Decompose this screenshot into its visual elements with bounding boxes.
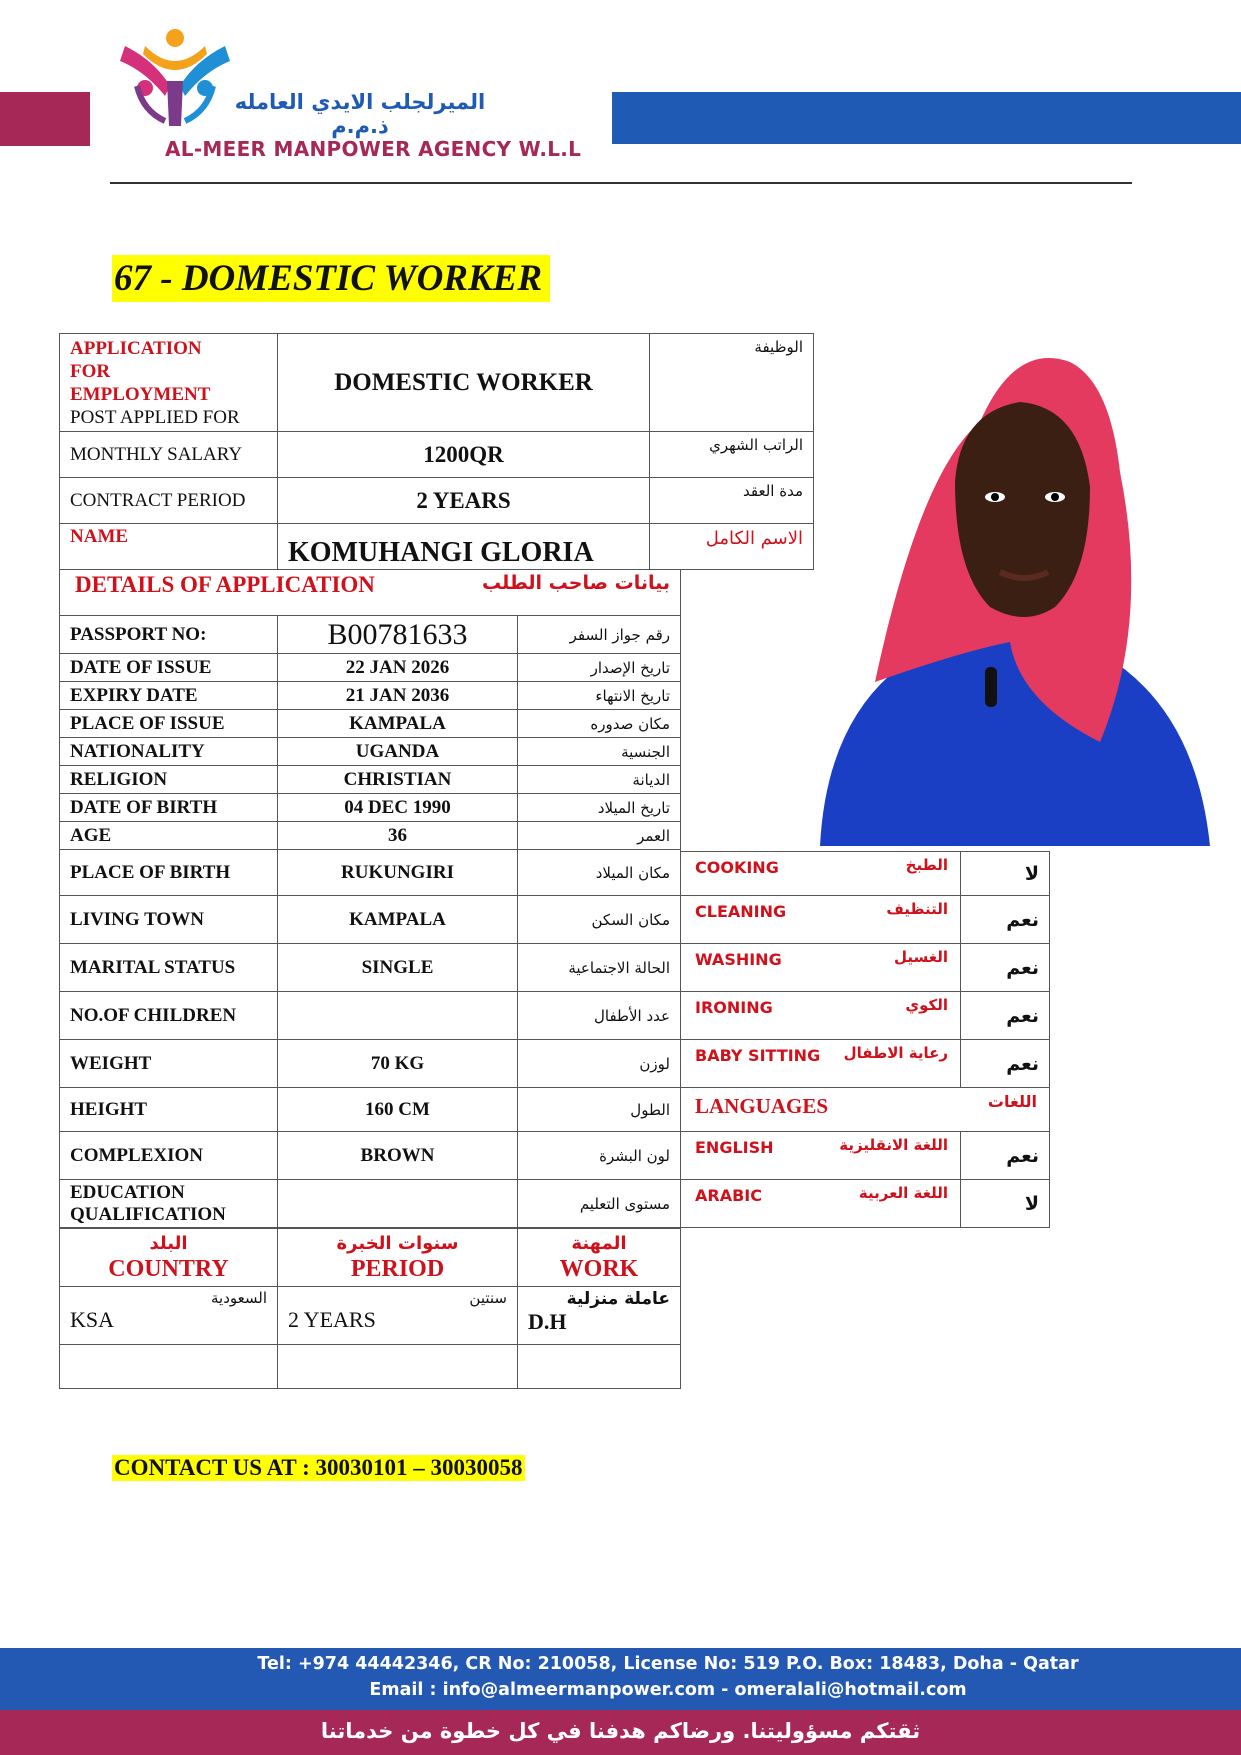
header-divider <box>110 182 1132 184</box>
detail-label: HEIGHT <box>60 1088 278 1132</box>
detail-value: 22 JAN 2026 <box>278 654 518 682</box>
footer-blue-band <box>0 1648 1241 1710</box>
skill-name: ARABIC <box>695 1186 762 1205</box>
experience-header-en: COUNTRY <box>108 1255 229 1282</box>
detail-label: RELIGION <box>60 766 278 794</box>
skill-answer: نعم <box>961 1040 1050 1088</box>
experience-country-ar: السعودية <box>210 1289 267 1307</box>
details-header <box>60 570 681 616</box>
header-right-bar <box>612 92 1241 144</box>
job-info-table <box>59 333 814 570</box>
detail-value: 04 DEC 1990 <box>278 794 518 822</box>
detail-label: PLACE OF BIRTH <box>60 850 278 896</box>
salary-label: MONTHLY SALARY <box>60 432 278 478</box>
detail-value: 21 JAN 2036 <box>278 682 518 710</box>
company-name-en: AL-MEER MANPOWER AGENCY W.L.L <box>165 137 582 161</box>
contract-label: CONTRACT PERIOD <box>60 478 278 524</box>
languages-title: LANGUAGES <box>695 1094 829 1118</box>
worker-photo <box>780 322 1241 846</box>
footer-contact-line: Tel: +974 44442346, CR No: 210058, License No: 519 P.O. Box: 18483, Doha - Qatar <box>257 1654 1079 1674</box>
detail-label-ar: لون البشرة <box>518 1132 681 1180</box>
details-title-en: DETAILS OF APPLICATION <box>75 572 375 597</box>
contact-line: CONTACT US AT : 30030101 – 30030058 <box>114 1455 523 1480</box>
experience-country: KSA <box>70 1307 115 1332</box>
experience-work: D.H <box>528 1309 567 1334</box>
experience-header-row <box>60 1229 681 1287</box>
skill-row <box>681 896 1050 944</box>
detail-label-ar: عدد الأطفال <box>518 992 681 1040</box>
skill-answer: لا <box>961 1180 1050 1228</box>
header-left-bar <box>0 92 90 146</box>
detail-label-ar: العمر <box>518 822 681 850</box>
salary-label-ar: الراتب الشهري <box>650 432 814 478</box>
skill-name-ar: الغسيل <box>893 948 948 966</box>
application-for-employment-label: APPLICATION FOR EMPLOYMENT <box>70 337 211 405</box>
skill-answer: نعم <box>961 944 1050 992</box>
detail-value: SINGLE <box>278 944 518 992</box>
skill-row <box>681 944 1050 992</box>
detail-row <box>60 794 681 822</box>
skill-name: BABY SITTING <box>695 1046 821 1065</box>
detail-row <box>60 682 681 710</box>
experience-empty-row <box>60 1345 681 1389</box>
skill-name: IRONING <box>695 998 773 1017</box>
languages-title-ar: اللغات <box>987 1092 1037 1111</box>
detail-row <box>60 738 681 766</box>
experience-table <box>59 1228 681 1389</box>
detail-value: 36 <box>278 822 518 850</box>
salary-value: 1200QR <box>278 432 650 478</box>
details-title-ar: بيانات صاحب الطلب <box>482 572 670 594</box>
experience-header-ar: سنوات الخبرة <box>336 1232 459 1254</box>
detail-label-ar: تاريخ الميلاد <box>518 794 681 822</box>
skill-answer: نعم <box>961 896 1050 944</box>
detail-row <box>60 766 681 794</box>
name-label-ar: الاسم الكامل <box>650 524 814 570</box>
detail-label: AGE <box>60 822 278 850</box>
detail-label: COMPLEXION <box>60 1132 278 1180</box>
detail-row <box>60 1088 681 1132</box>
experience-header-en: PERIOD <box>350 1255 445 1282</box>
detail-row <box>60 616 681 654</box>
detail-row <box>60 896 681 944</box>
detail-row <box>60 1180 681 1228</box>
detail-label: WEIGHT <box>60 1040 278 1088</box>
detail-label-ar: تاريخ الانتهاء <box>518 682 681 710</box>
skill-name: ENGLISH <box>695 1138 774 1157</box>
skill-name-ar: اللغة الانقليزية <box>839 1136 948 1154</box>
skill-name: COOKING <box>695 858 779 877</box>
detail-value <box>278 1180 518 1228</box>
skill-name-ar: اللغة العربية <box>858 1184 948 1202</box>
experience-header-en: WORK <box>559 1255 639 1282</box>
detail-value: BROWN <box>278 1132 518 1180</box>
detail-value: B00781633 <box>278 616 518 654</box>
detail-value: CHRISTIAN <box>278 766 518 794</box>
detail-label-ar: تاريخ الإصدار <box>518 654 681 682</box>
languages-header-row <box>681 1088 1050 1132</box>
detail-label-ar: رقم جواز السفر <box>518 616 681 654</box>
skill-name: WASHING <box>695 950 782 969</box>
detail-label-ar: مكان صدوره <box>518 710 681 738</box>
detail-label-ar: الحالة الاجتماعية <box>518 944 681 992</box>
detail-label: PLACE OF ISSUE <box>60 710 278 738</box>
detail-label-ar: لوزن <box>518 1040 681 1088</box>
detail-label: DATE OF ISSUE <box>60 654 278 682</box>
page-title: 67 - DOMESTIC WORKER <box>112 255 550 302</box>
detail-label-ar: مستوى التعليم <box>518 1180 681 1228</box>
details-table <box>59 569 681 1228</box>
experience-header-cell <box>60 1229 278 1287</box>
skill-answer: نعم <box>961 1132 1050 1180</box>
skill-name-ar: التنظيف <box>886 900 948 918</box>
detail-label: EXPIRY DATE <box>60 682 278 710</box>
experience-period: 2 YEARS <box>288 1307 376 1332</box>
post-applied-label: POST APPLIED FOR <box>70 406 240 428</box>
detail-label-ar: الديانة <box>518 766 681 794</box>
detail-value <box>278 992 518 1040</box>
detail-label: LIVING TOWN <box>60 896 278 944</box>
skill-row <box>681 1180 1050 1228</box>
detail-row <box>60 850 681 896</box>
skill-answer: لا <box>961 852 1050 896</box>
detail-label-ar: الطول <box>518 1088 681 1132</box>
skill-name: CLEANING <box>695 902 787 921</box>
post-label-cell <box>60 334 278 432</box>
detail-label-ar: مكان الميلاد <box>518 850 681 896</box>
detail-label-ar: الجنسية <box>518 738 681 766</box>
detail-value: KAMPALA <box>278 896 518 944</box>
detail-label: DATE OF BIRTH <box>60 794 278 822</box>
skill-name-ar: الطبخ <box>905 856 948 874</box>
detail-value: 160 CM <box>278 1088 518 1132</box>
experience-header-cell <box>518 1229 681 1287</box>
skill-row <box>681 1040 1050 1088</box>
detail-row <box>60 1040 681 1088</box>
contract-label-ar: مدة العقد <box>650 478 814 524</box>
skills-table <box>680 851 1050 1228</box>
detail-value: RUKUNGIRI <box>278 850 518 896</box>
skill-row <box>681 992 1050 1040</box>
detail-row <box>60 822 681 850</box>
post-label-ar: الوظيفة <box>650 334 814 432</box>
details-section <box>59 569 681 1389</box>
experience-header-cell <box>278 1229 518 1287</box>
experience-header-ar: المهنة <box>571 1232 627 1254</box>
detail-row <box>60 944 681 992</box>
detail-label: PASSPORT NO: <box>60 616 278 654</box>
detail-value: 70 KG <box>278 1040 518 1088</box>
detail-label-ar: مكان السكن <box>518 896 681 944</box>
experience-header-ar: البلد <box>149 1232 188 1254</box>
name-value: KOMUHANGI GLORIA <box>278 524 650 570</box>
detail-label: NATIONALITY <box>60 738 278 766</box>
detail-row <box>60 1132 681 1180</box>
skill-name-ar: الكوي <box>905 996 948 1014</box>
skill-name-ar: رعاية الاطفال <box>843 1044 948 1062</box>
detail-row <box>60 654 681 682</box>
post-value: DOMESTIC WORKER <box>278 334 650 432</box>
detail-label: MARITAL STATUS <box>60 944 278 992</box>
experience-row <box>60 1287 681 1345</box>
skill-row <box>681 852 1050 896</box>
name-label: NAME <box>60 524 278 570</box>
detail-label: EDUCATION QUALIFICATION <box>60 1180 278 1228</box>
footer-maroon-band <box>0 1710 1241 1755</box>
footer-slogan: ثقتكم مسؤوليتنا. ورضاكم هدفنا في كل خطوة من خدماتنا <box>320 1719 921 1743</box>
skill-row <box>681 1132 1050 1180</box>
experience-work-ar: عاملة منزلية <box>566 1289 670 1309</box>
skill-answer: نعم <box>961 992 1050 1040</box>
detail-value: KAMPALA <box>278 710 518 738</box>
detail-value: UGANDA <box>278 738 518 766</box>
footer-email-line: Email : info@almeermanpower.com - omeralali@hotmail.com <box>369 1680 967 1700</box>
experience-period-ar: سنتين <box>469 1289 507 1307</box>
company-name-ar: الميرلجلب الايدي العامله ذ.م.م <box>234 90 486 138</box>
detail-row <box>60 992 681 1040</box>
detail-label: NO.OF CHILDREN <box>60 992 278 1040</box>
contract-value: 2 YEARS <box>278 478 650 524</box>
detail-row <box>60 710 681 738</box>
